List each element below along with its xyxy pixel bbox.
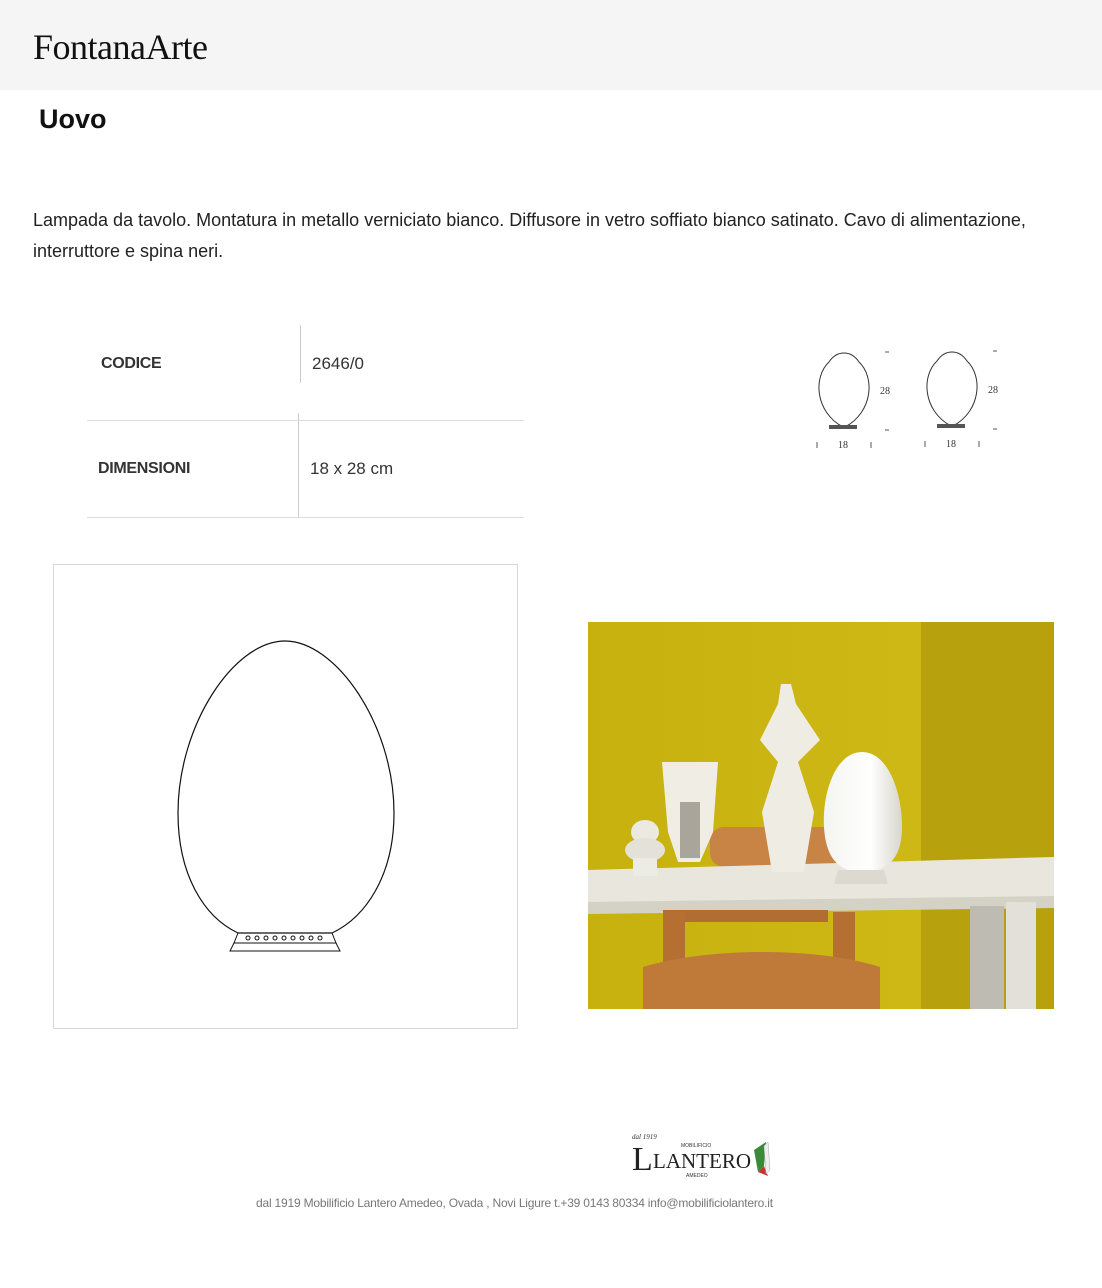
width-label: 18 [946,439,956,450]
base-icon [829,425,857,429]
dimension-view [817,352,890,451]
product-photo [588,622,1054,1009]
product-title: Uovo [39,104,107,134]
dimension-drawing [805,342,1015,457]
lantero-logo[interactable] [626,1130,776,1190]
egg-outline [927,352,977,426]
egg-lamp-drawing [54,565,517,1028]
svg-text:dal 1919: dal 1919 [632,1133,657,1141]
brand-logo[interactable]: FontanaArte [33,27,208,67]
height-label: 28 [988,385,998,396]
spec-label: CODICE [101,355,162,372]
spec-label: DIMENSIONI [98,460,191,477]
svg-text:LANTERO: LANTERO [653,1149,751,1173]
spec-row-code [87,325,524,421]
spec-value: 18 x 28 cm [310,459,394,478]
lantero-logo-image [626,1130,776,1185]
svg-text:AMEDEO: AMEDEO [686,1173,708,1179]
dimension-view [925,351,998,450]
site-header [0,0,1102,90]
egg-outline [819,353,869,427]
spec-table [87,325,524,518]
ambient-photo [588,622,1054,1009]
spec-value: 2646/0 [312,354,364,373]
base-icon [937,424,965,428]
spec-row-dimensions [87,421,524,518]
svg-text:MOBILIFICIO: MOBILIFICIO [681,1143,712,1149]
svg-text:L: L [632,1141,653,1178]
height-label: 28 [880,386,890,397]
product-description: Lampada da tavolo. Montatura in metallo verniciato bianco. Diffusore in vetro soffiato bianco satinato. Cavo di alimentazione, interruttore e spina neri. [33,210,1026,261]
width-label: 18 [838,440,848,451]
product-line-drawing [53,564,518,1029]
footer-contact: dal 1919 Mobilificio Lantero Amedeo, Ovada , Novi Ligure t.+39 0143 80334 info@mobilificiolantero.it [256,1196,773,1210]
